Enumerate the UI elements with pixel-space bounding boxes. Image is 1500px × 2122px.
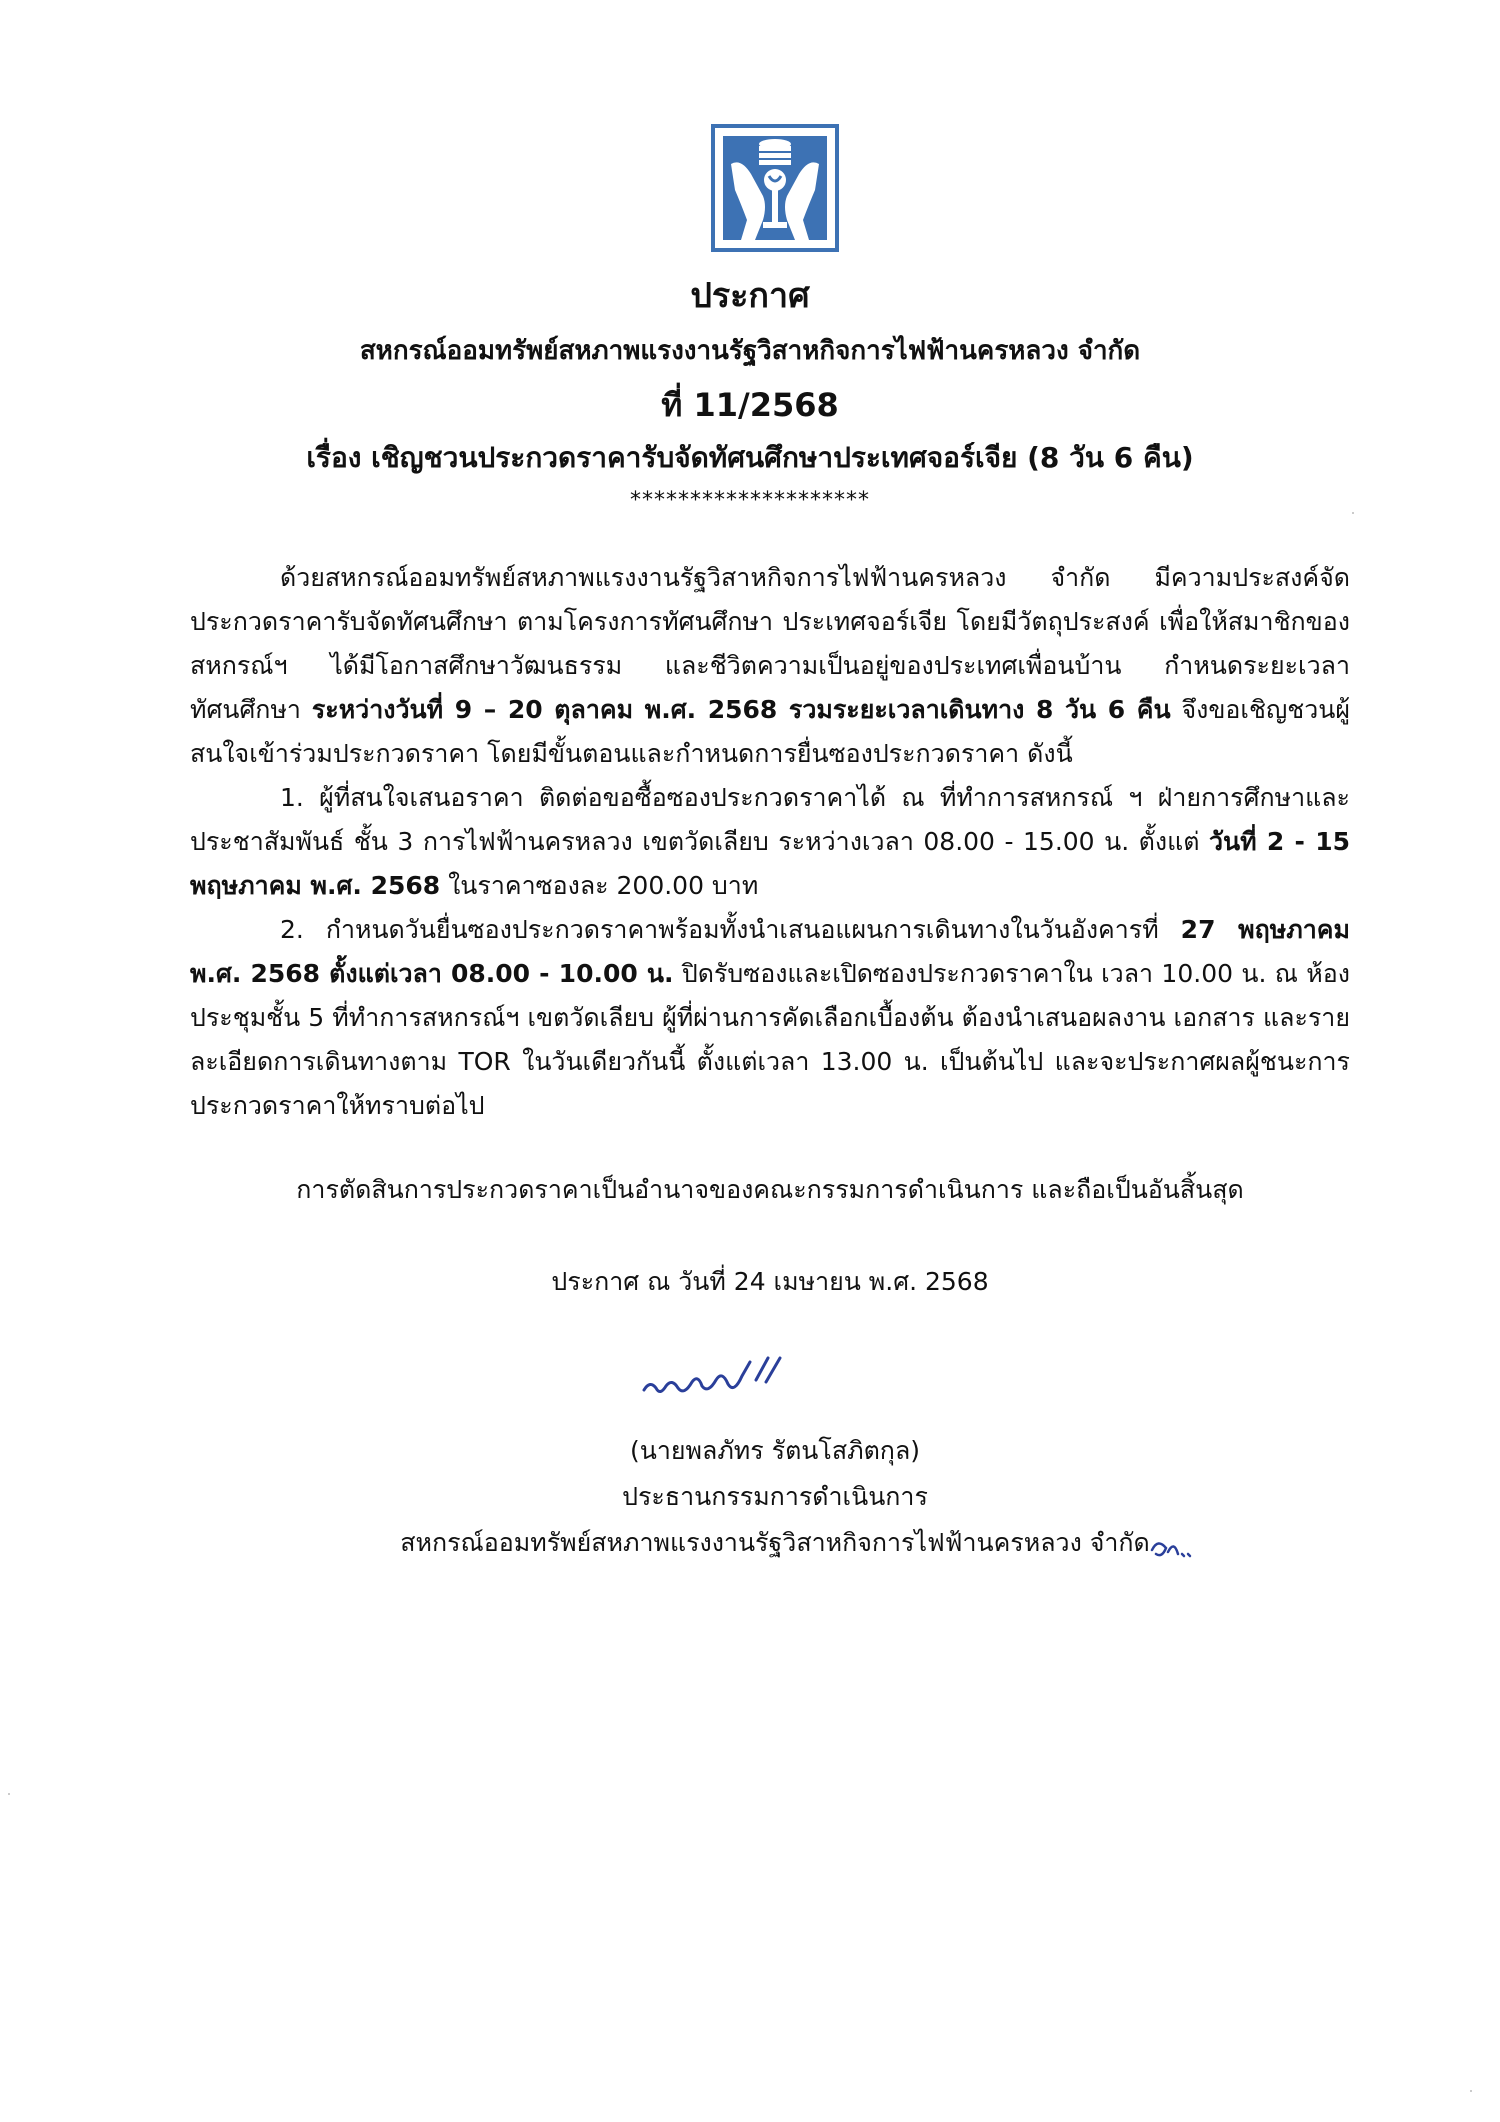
announcement-number: ที่ 11/2568	[661, 386, 839, 424]
signature-block	[390, 1428, 1160, 1566]
item-1-dates: วันที่ 2 - 15 พฤษภาคม พ.ศ. 2568	[190, 827, 1350, 900]
cooperative-logo-icon	[711, 124, 839, 252]
announcement-title: ประกาศ	[690, 276, 810, 316]
organization-name: สหกรณ์ออมทรัพย์สหภาพแรงงานรัฐวิสาหกิจการไฟฟ้านครหลวง จำกัด	[359, 336, 1141, 366]
intro-invite: จึงขอเชิญชวนผู้สนใจเข้าร่วมประกวดราคา โดยมีขั้นตอนและกำหนดการยื่นซองประกวดราคา ดังนี้	[190, 695, 1350, 768]
initial-mark	[1148, 1528, 1194, 1564]
decision-statement: การตัดสินการประกวดราคาเป็นอำนาจของคณะกรรมการดำเนินการ และถือเป็นอันสิ้นสุด	[296, 1175, 1244, 1204]
scan-speck	[8, 1793, 10, 1795]
intro-period: ระหว่างวันที่ 9 – 20 ตุลาคม พ.ศ. 2568 รวมระยะเวลาเดินทาง 8 วัน 6 คืน	[311, 695, 1171, 724]
signatory-organization: สหกรณ์ออมทรัพย์สหภาพแรงงานรัฐวิสาหกิจการไฟฟ้านครหลวง จำกัด	[400, 1528, 1150, 1557]
announcement-body	[190, 556, 1350, 1128]
announcement-subject: เรื่อง เชิญชวนประกวดราคารับจัดทัศนศึกษาประเทศจอร์เจีย (8 วัน 6 คืน)	[306, 441, 1194, 474]
item-2-paragraph	[190, 908, 1350, 1128]
item-1-paragraph	[190, 776, 1350, 908]
scan-speck	[1470, 2090, 1472, 2092]
signatory-position: ประธานกรรมการดำเนินการ	[622, 1482, 928, 1511]
item-2-text: 2. กำหนดวันยื่นซองประกวดราคาพร้อมทั้งนำเสนอแผนการเดินทางในวันอังคารที่	[280, 915, 1181, 944]
item-2-date-time: 27 พฤษภาคม พ.ศ. 2568 ตั้งแต่เวลา 08.00 - 10.00 น.	[190, 915, 1350, 988]
separator-line: ********************	[630, 488, 870, 513]
item-1-price: ในราคาซองละ 200.00 บาท	[440, 871, 759, 900]
announcement-date: ประกาศ ณ วันที่ 24 เมษายน พ.ศ. 2568	[551, 1267, 989, 1296]
signatory-name: (นายพลภัทร รัตนโสภิตกุล)	[629, 1436, 921, 1465]
scan-speck	[1352, 512, 1354, 514]
item-2-details: ปิดรับซองและเปิดซองประกวดราคาใน เวลา 10.00 น. ณ ห้องประชุมชั้น 5 ที่ทำการสหกรณ์ฯ เขตวัดเลียบ ผู้ที่ผ่านการคัดเลือกเบื้องต้น ต้องนำเสนอผลงาน เอกสาร และรายละเอียดการเดินทางตาม TOR ในวันเดียวกันนี้ ตั้งแต่เวลา 13.00 น. เป็นต้นไป และจะประกาศผลผู้ชนะการประกวดราคาให้ทราบต่อไป	[190, 959, 1351, 1120]
handwritten-signature	[638, 1350, 798, 1410]
intro-text: ด้วยสหกรณ์ออมทรัพย์สหภาพแรงงานรัฐวิสาหกิจการไฟฟ้านครหลวง จำกัด มีความประสงค์จัดประกวดราคารับจัดทัศนศึกษา ตามโครงการทัศนศึกษา ประเทศจอร์เจีย โดยมีวัตถุประสงค์ เพื่อให้สมาชิกของสหกรณ์ฯ ได้มีโอกาสศึกษาวัฒนธรรม และชีวิตความเป็นอยู่ของประเทศเพื่อนบ้าน กำหนดระยะเวลาทัศนศึกษา	[190, 563, 1350, 724]
item-1-text: 1. ผู้ที่สนใจเสนอราคา ติดต่อขอซื้อซองประกวดราคาได้ ณ ที่ทำการสหกรณ์ ฯ ฝ่ายการศึกษาและประชาสัมพันธ์ ชั้น 3 การไฟฟ้านครหลวง เขตวัดเลียบ ระหว่างเวลา 08.00 - 15.00 น. ตั้งแต่	[190, 783, 1350, 856]
intro-paragraph	[190, 556, 1350, 776]
